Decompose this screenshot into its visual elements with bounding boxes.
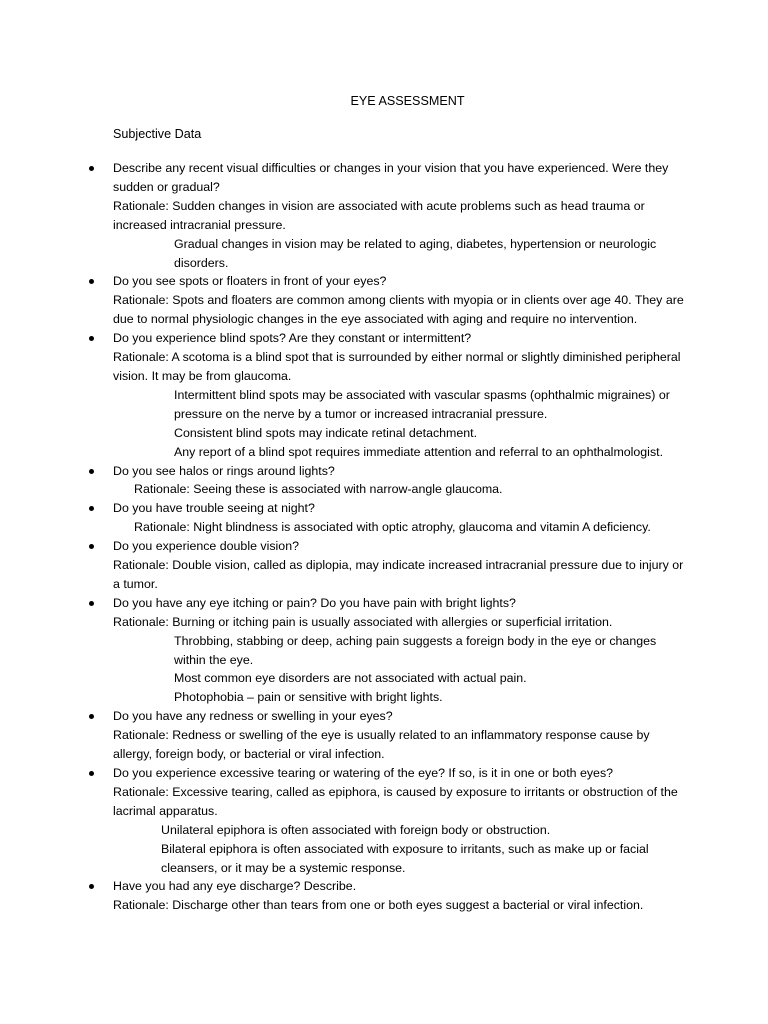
rationale-text: Rationale: A scotoma is a blind spot that is surrounded by either normal or slightly diminished peripheral vision. It may be from glaucoma. bbox=[113, 350, 681, 383]
question-text: Do you have any redness or swelling in your eyes? bbox=[113, 709, 393, 724]
question-text: Describe any recent visual difficulties or changes in your vision that you have experienced. Were they sudden or gradual? bbox=[113, 161, 669, 194]
section-heading: Subjective Data bbox=[113, 127, 202, 141]
rationale-note: Consistent blind spots may indicate retinal detachment. bbox=[174, 425, 478, 440]
rationale-text: Rationale: Double vision, called as diplopia, may indicate increased intracranial pressure due to injury or a tumor. bbox=[113, 558, 684, 591]
question-text: Do you experience double vision? bbox=[113, 539, 299, 554]
question-text: Do you experience blind spots? Are they constant or intermittent? bbox=[113, 331, 472, 346]
question-text: Do you have trouble seeing at night? bbox=[113, 501, 315, 516]
rationale-note: Most common eye disorders are not associated with actual pain. bbox=[174, 671, 527, 686]
rationale-note: Intermittent blind spots may be associated with vascular spasms (ophthalmic migraines) or pressure on the nerve by a tumor or increased intracranial pressure. bbox=[174, 387, 670, 421]
list-item bbox=[113, 329, 684, 461]
bullet-icon bbox=[89, 544, 94, 549]
rationale-note: Any report of a blind spot requires immediate attention and referral to an ophthalmologist. bbox=[174, 444, 664, 459]
question-list bbox=[113, 159, 684, 915]
list-item bbox=[113, 707, 684, 764]
rationale-note: Throbbing, stabbing or deep, aching pain suggests a foreign body in the eye or changes within the eye. bbox=[174, 633, 657, 667]
question-text: Have you had any eye discharge? Describe. bbox=[113, 879, 357, 894]
list-item bbox=[113, 537, 684, 594]
bullet-icon bbox=[89, 771, 94, 776]
bullet-icon bbox=[89, 469, 94, 474]
list-item bbox=[113, 764, 684, 877]
rationale-text: Rationale: Discharge other than tears from one or both eyes suggest a bacterial or viral infection. bbox=[113, 898, 644, 913]
list-item bbox=[113, 499, 684, 537]
question-text: Do you have any eye itching or pain? Do you have pain with bright lights? bbox=[113, 595, 516, 610]
question-text: Do you see spots or floaters in front of your eyes? bbox=[113, 274, 387, 289]
bullet-icon bbox=[89, 279, 94, 284]
list-item bbox=[113, 462, 684, 500]
rationale-text: Rationale: Redness or swelling of the eye is usually related to an inflammatory response cause by allergy, foreign body, or bacterial or viral infection. bbox=[113, 728, 650, 762]
rationale-text: Rationale: Night blindness is associated with optic atrophy, glaucoma and vitamin A deficiency. bbox=[134, 520, 651, 535]
bullet-icon bbox=[89, 506, 94, 511]
rationale-note: Unilateral epiphora is often associated with foreign body or obstruction. bbox=[161, 822, 551, 837]
bullet-icon bbox=[89, 601, 94, 606]
question-text: Do you experience excessive tearing or watering of the eye? If so, is it in one or both eyes? bbox=[113, 766, 614, 780]
bullet-icon bbox=[89, 714, 94, 719]
rationale-text: Rationale: Excessive tearing, called as epiphora, is caused by exposure to irritants or obstruction of the lacrimal apparatus. bbox=[113, 784, 678, 818]
list-item bbox=[113, 272, 684, 329]
list-item bbox=[113, 159, 684, 272]
rationale-text: Rationale: Sudden changes in vision are associated with acute problems such as head trauma or increased intracranial pressure. bbox=[113, 198, 645, 232]
rationale-note: Bilateral epiphora is often associated with exposure to irritants, such as make up or facial cleansers, or it may be a systemic response. bbox=[161, 841, 649, 875]
bullet-icon bbox=[89, 884, 94, 889]
page-title: EYE ASSESSMENT bbox=[350, 94, 465, 108]
rationale-text: Rationale: Burning or itching pain is usually associated with allergies or superficial irritation. bbox=[113, 614, 613, 629]
list-item bbox=[113, 877, 684, 915]
rationale-note: Photophobia – pain or sensitive with bright lights. bbox=[174, 690, 443, 705]
rationale-note: Gradual changes in vision may be related to aging, diabetes, hypertension or neurologic disorders. bbox=[174, 236, 657, 270]
list-item bbox=[113, 594, 684, 707]
bullet-icon bbox=[89, 166, 94, 171]
rationale-text: Rationale: Spots and floaters are common among clients with myopia or in clients over age 40. They are due to normal physiologic changes in the eye associated with aging and require no intervention. bbox=[113, 293, 684, 327]
rationale-text: Rationale: Seeing these is associated with narrow-angle glaucoma. bbox=[134, 482, 503, 497]
question-text: Do you see halos or rings around lights? bbox=[113, 463, 335, 478]
bullet-icon bbox=[89, 336, 94, 341]
